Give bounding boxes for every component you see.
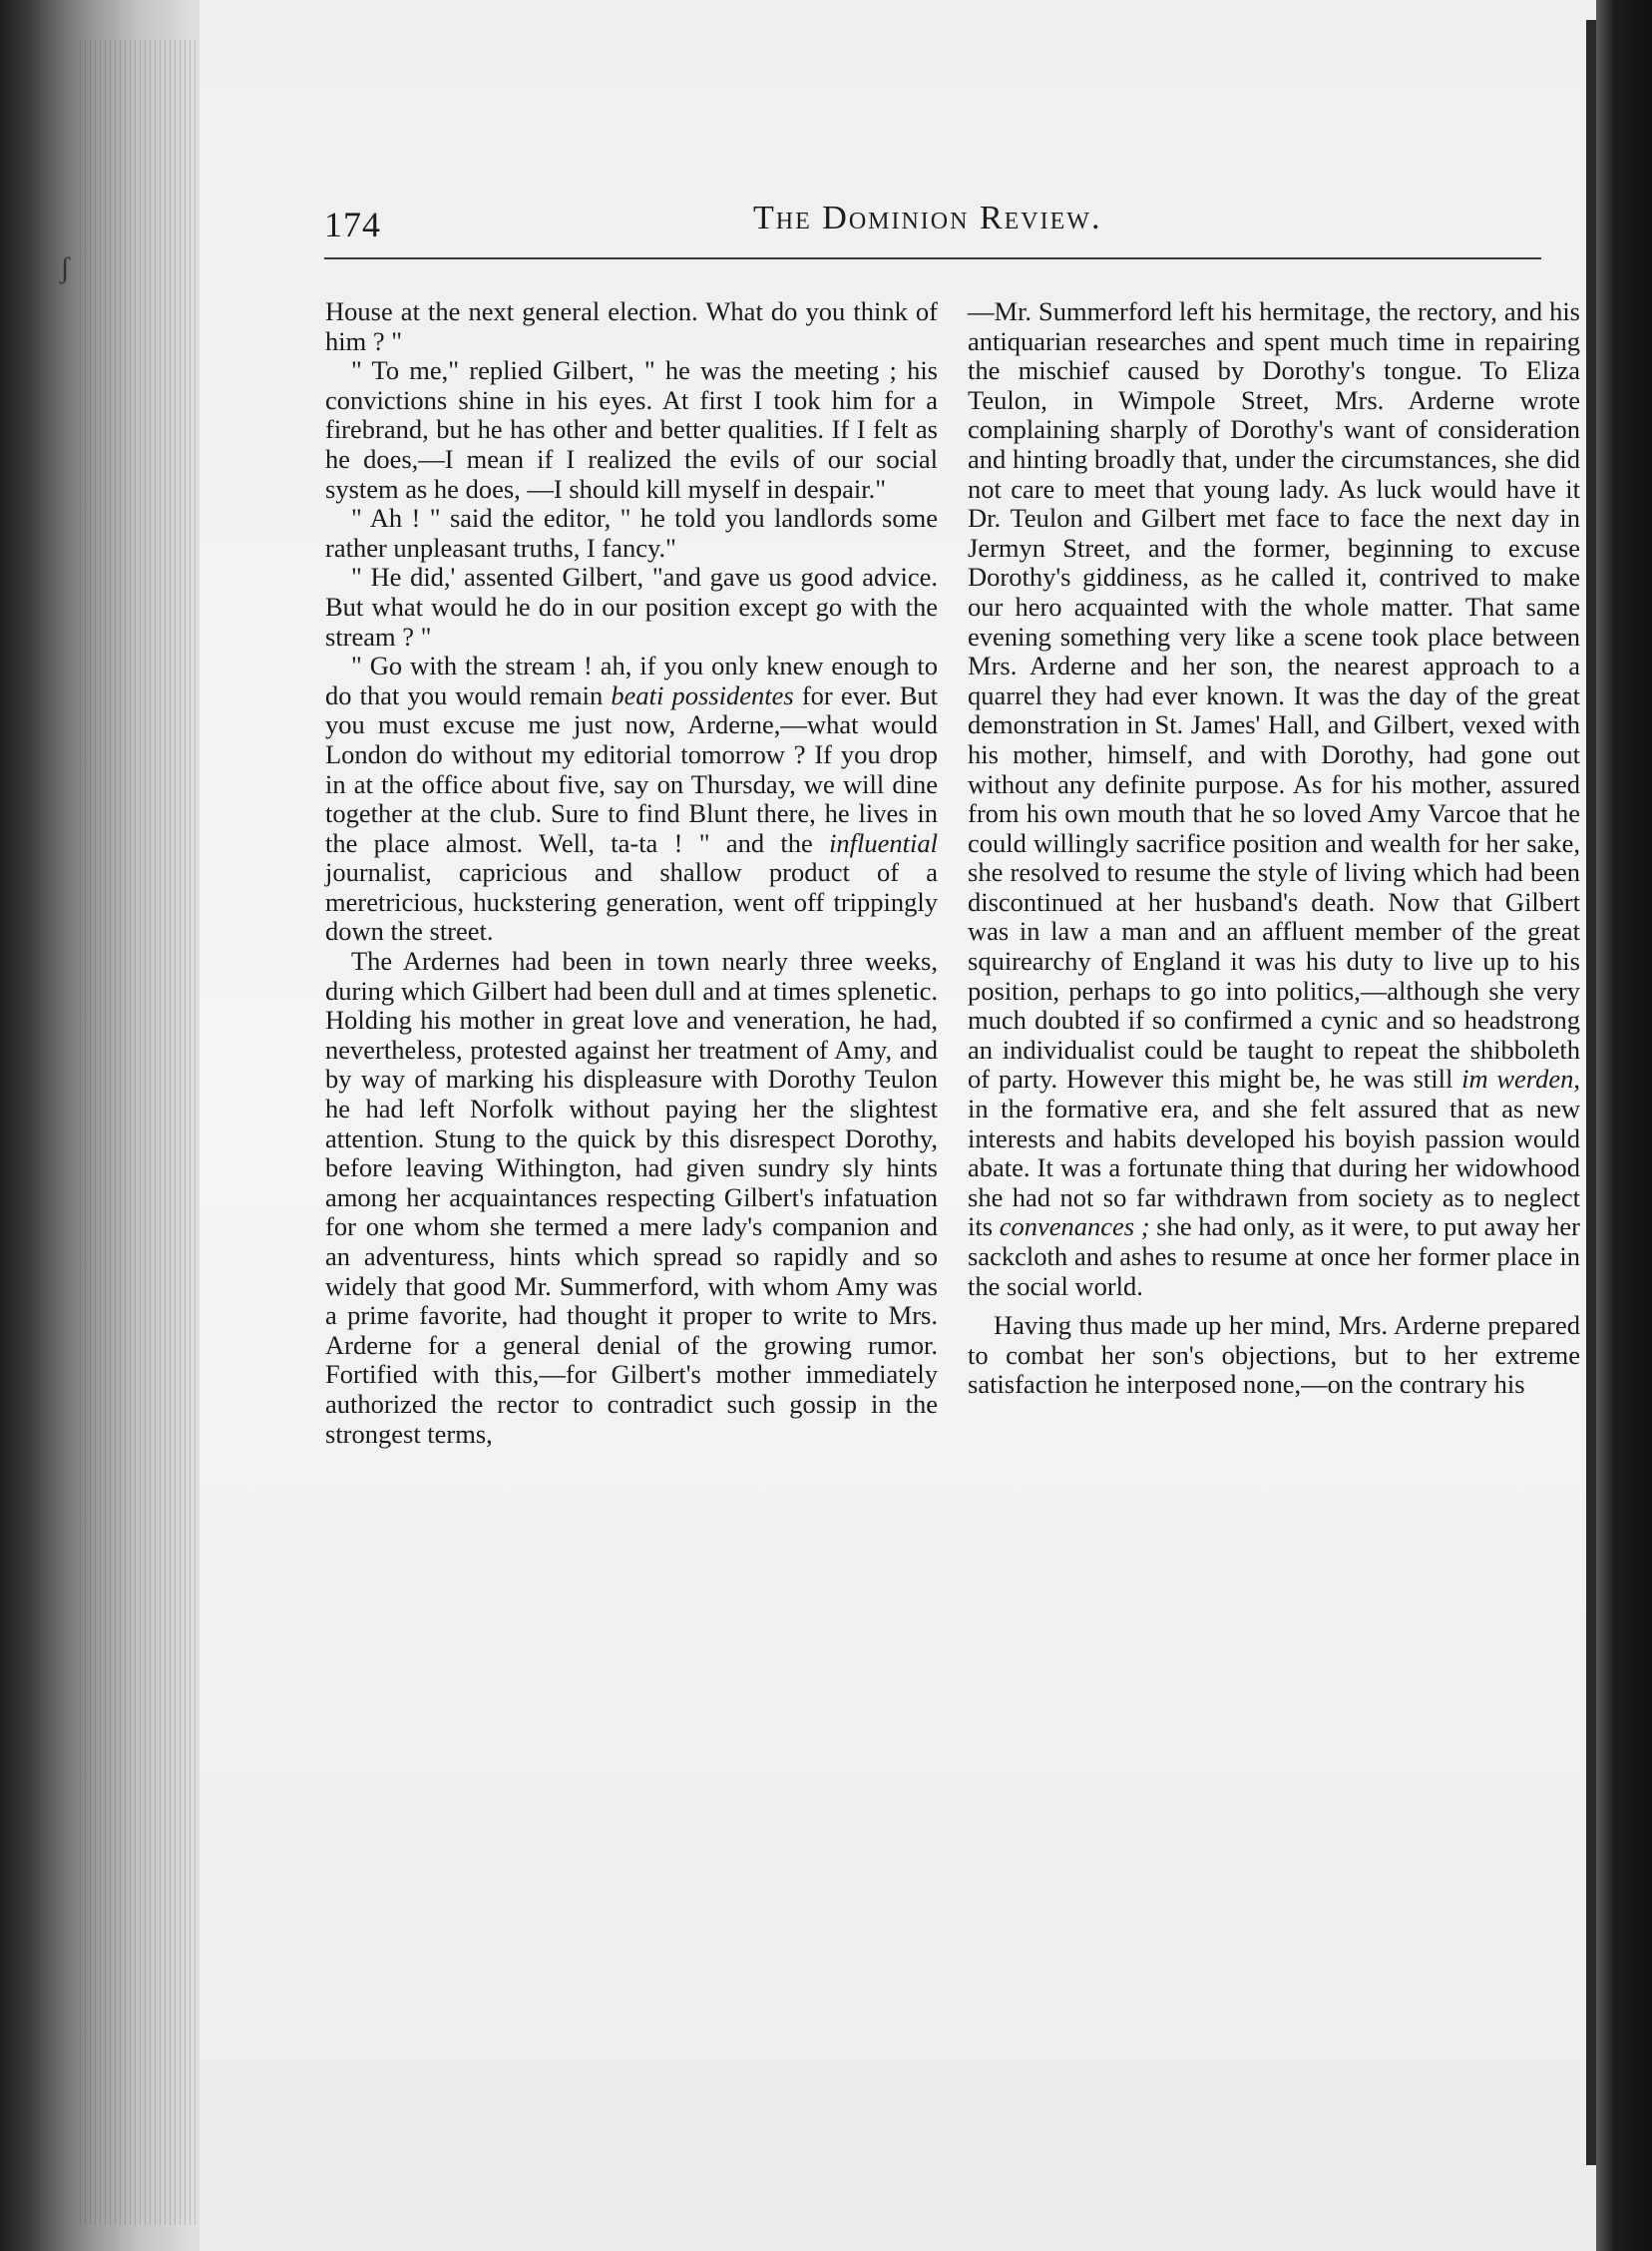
italic-phrase: convenances ; (999, 1211, 1150, 1242)
paragraph: Having thus made up her mind, Mrs. Arderne prepared to combat her son's objections, but to her extreme satisfaction he interposed none,—on the contrary his (968, 1310, 1580, 1400)
italic-phrase: im werden (1461, 1064, 1574, 1095)
text-run: —Mr. Summerford left his hermitage, the rectory, and his antiquarian researches and spent much time in repairing the mischief caused by Dorothy's tongue. To Eliza Teulon, in Wimpole Street, Mrs. Arderne wrote complaining sharply of Dorothy's want of consideration and hinting broadly that, under the circumstances, she did not care to meet that young lady. As luck would have it Dr. Teulon and Gilbert met face to face the next day in Jermyn Street, and the former, beginning to excuse Dorothy's giddiness, as he called it, contrived to make our hero acquainted with the whole matter. That same evening something very like a scene took place between Mrs. Arderne and her son, the nearest approach to a quarrel they had ever known. It was the day of the great demonstration in St. James' Hall, and Gilbert, vexed with his mother, himself, and with Dorothy, had gone out without any definite purpose. As for his mother, assured from his own mouth that he so loved Amy Varcoe that he could willingly sacrifice position and wealth for her sake, she resolved to resume the style of living which had been discontinued at her husband's death. Now that Gilbert was in law a man and an affluent member of the great squirearchy of England it was his duty to live up to his position, perhaps to go into politics,—although she very much doubted if so confirmed a cynic and so headstrong an individualist could be taught to repeat the shibboleth of party. However this might be, he was still (968, 296, 1580, 1095)
text-run: " Go with the stream ! ah, if you only knew enough to do that you would remain (325, 651, 938, 710)
right-column (968, 297, 1580, 1400)
paragraph: " To me," replied Gilbert, " he was the meeting ; his convictions shine in his eyes. At first I took him for a firebrand, but he has other and better qualities. If I felt as he does,—I mean if I realized the evils of our social system as he does, —I should kill myself in despair." (325, 355, 938, 504)
left-column (325, 297, 938, 1449)
paragraph: " He did,' assented Gilbert, "and gave us good advice. But what would he do in our position except go with the stream ? " (325, 562, 938, 652)
italic-phrase: influential (829, 827, 938, 858)
page-number: 174 (324, 205, 381, 244)
paragraph: " Ah ! " said the editor, " he told you landlords some rather unpleasant truths, I fancy." (325, 503, 938, 563)
paragraph: The Ardernes had been in town nearly three weeks, during which Gilbert had been dull and at times splenetic. Holding his mother in great love and veneration, he had, nevertheless, protested against her treatment of Amy, and by way of marking his displeasure with Dorothy Teulon he had left Norfolk without paying her the slightest attention. Stung to the quick by this disrespect Dorothy, before leaving Withington, had given sundry sly hints among her acquaintances respecting Gilbert's infatuation for one whom she termed a mere lady's companion and an adventuress, hints which spread so rapidly and so widely that good Mr. Summerford, with whom Amy was a prime favorite, had thought it proper to write to Mrs. Arderne for a general denial of the growing rumor. Fortified with this,—for Gilbert's mother immediately authorized the rector to contradict such gossip in the strongest terms, (325, 946, 938, 1449)
paragraph (968, 297, 1580, 1301)
text-run: she had only, as it were, to put away her sackcloth and ashes to resume at once her former place in the social world. (968, 1211, 1580, 1301)
italic-phrase: beati possidentes (611, 679, 794, 710)
text-run: for ever. But you must excuse me just now, Arderne,—what would London do without my editorial tomorrow ? If you drop in at the office about five, say on Thursday, we will dine together at the club. Sure to find Blunt there, he lives in the place almost. Well, ta-ta ! " and the (325, 679, 939, 858)
text-run: journalist, capricious and shallow product of a meretricious, huckstering generation, went off trippingly down the street. (325, 857, 938, 947)
text-run: , in the formative era, and she felt assured that as new interests and habits developed his boyish passion would abate. It was a fortunate thing that during her widowhood she had not so far withdrawn from society as to neglect its (968, 1064, 1581, 1242)
running-header (324, 200, 1541, 251)
book-cover-edge (1596, 0, 1652, 2251)
paragraph: House at the next general election. What do you think of him ? " (325, 296, 938, 356)
margin-mark: ʃ (60, 251, 70, 284)
paragraph (325, 652, 938, 947)
running-title: The Dominion Review. (753, 200, 1102, 236)
header-rule (324, 257, 1541, 259)
